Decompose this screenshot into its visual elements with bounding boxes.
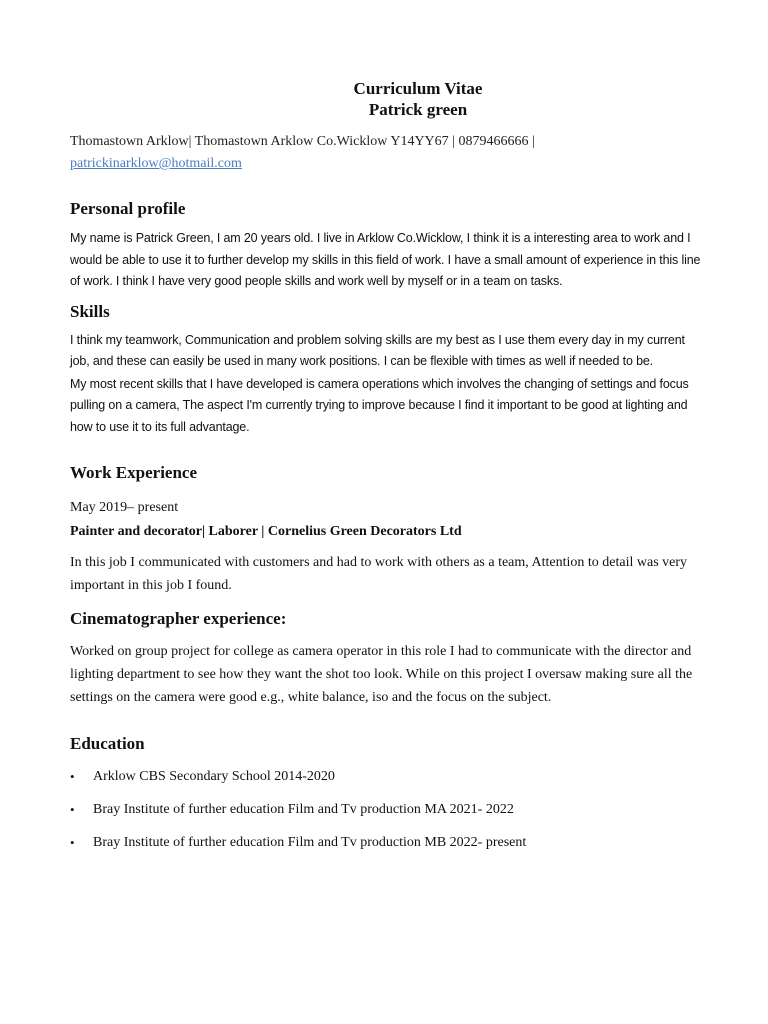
education-list: [70, 767, 702, 853]
education-item-text: Bray Institute of further education Film and Tv production MA 2021- 2022: [93, 802, 514, 817]
work-role: Painter and decorator| Laborer | Cornelius Green Decorators Ltd: [70, 524, 462, 539]
cinematographer-description: Worked on group project for college as camera operator in this role I had to communicate with the director and lighting department to see how they want the shot too look. While on this project I oversaw making sure all the settings on the camera were good e.g., white balance, iso and the focus on the subject.: [70, 644, 693, 705]
education-item-text: Arklow CBS Secondary School 2014-2020: [93, 769, 335, 784]
skills-paragraph-1: I think my teamwork, Communication and problem solving skills are my best as I use them every day in my current job, and these can easily be used in many work positions. I can be flexible with times as well if needed to be.: [70, 332, 685, 368]
section-heading-profile: Personal profile: [70, 199, 186, 218]
email-link[interactable]: patrickinarklow@hotmail.com: [70, 156, 242, 171]
bullet-icon: •: [70, 835, 75, 850]
document-title: Curriculum Vitae: [353, 79, 483, 98]
bullet-icon: •: [70, 802, 75, 817]
candidate-name: Patrick green: [368, 100, 468, 119]
list-item: [70, 833, 702, 853]
work-date: May 2019– present: [70, 500, 179, 515]
bullet-icon: •: [70, 769, 75, 784]
list-item: [70, 800, 702, 820]
section-heading-education: Education: [70, 734, 145, 753]
contact-details: [70, 131, 702, 175]
section-heading-work: Work Experience: [70, 463, 198, 482]
list-item: [70, 767, 702, 787]
work-description: In this job I communicated with customers and had to work with others as a team, Attention to detail was very important in this job I found.: [70, 555, 688, 593]
cv-document: [70, 78, 702, 866]
contact-address: Thomastown Arklow| Thomastown Arklow Co.Wicklow Y14YY67 | 0879466666 |: [70, 134, 535, 149]
section-heading-cinematographer: Cinematographer experience:: [70, 609, 287, 628]
section-heading-skills: Skills: [70, 301, 110, 321]
skills-paragraph-2: My most recent skills that I have developed is camera operations which involves the changing of settings and focus pulling on a camera, The aspect I'm currently trying to improve because I find it important to be good at lighting and how to use it to its full advantage.: [70, 376, 689, 434]
profile-text: My name is Patrick Green, I am 20 years old. I live in Arklow Co.Wicklow, I think it is a interesting area to work and I would be able to use it to further develop my skills in this field of work. I have a small amount of experience in this line of work. I think I have very good people skills and work well by myself or in a team on tasks.: [70, 231, 701, 288]
education-item-text: Bray Institute of further education Film and Tv production MB 2022- present: [93, 835, 527, 850]
